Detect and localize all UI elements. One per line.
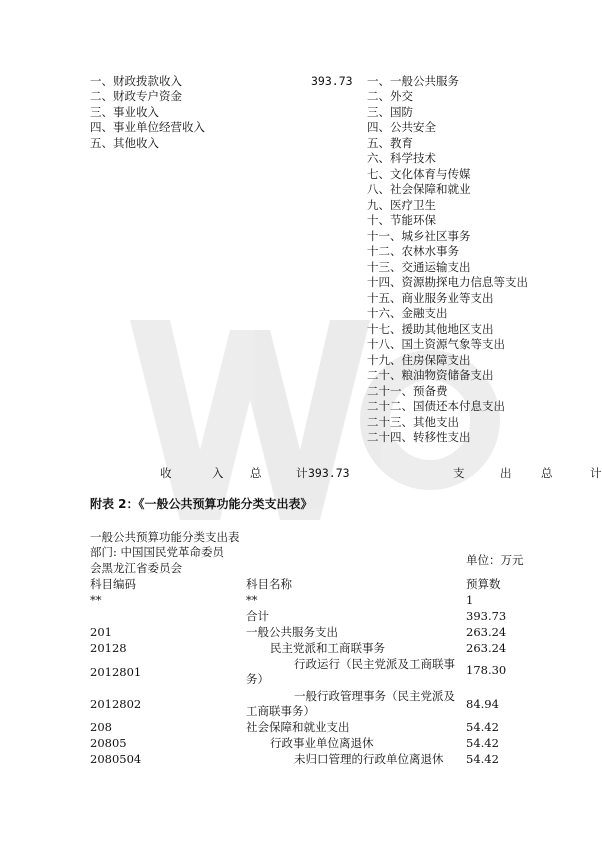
- expense-item: 十七、援助其他地区支出: [367, 322, 494, 336]
- expense-item: 十五、商业服务业等支出: [367, 291, 494, 305]
- income-total-char: 总: [250, 466, 262, 480]
- expense-item: 十六、金融支出: [367, 306, 448, 320]
- index-amount: 1: [466, 593, 474, 607]
- expense-item: 二十二、国债还本付息支出: [367, 399, 505, 413]
- header-name: 科目名称: [246, 577, 292, 591]
- expense-item: 一、一般公共服务: [367, 74, 459, 88]
- row-code: 20805: [90, 736, 127, 750]
- expense-item: 四、公共安全: [367, 120, 436, 134]
- income-item: 一、财政拨款收入: [90, 74, 182, 88]
- income-item: 四、事业单位经营收入: [90, 120, 205, 134]
- income-total-char: 计: [296, 466, 308, 480]
- row-name: 行政运行（民主党派及工商联事: [294, 657, 455, 671]
- table-title: 一般公共预算功能分类支出表: [90, 530, 240, 544]
- expense-item: 九、医疗卫生: [367, 198, 436, 212]
- row-code: 2012801: [90, 665, 142, 679]
- expense-item: 二十三、其他支出: [367, 415, 459, 429]
- row-amount: 178.30: [466, 663, 507, 677]
- income-item: 三、事业收入: [90, 105, 159, 119]
- row-name: 未归口管理的行政单位离退休: [294, 752, 444, 766]
- row-name: 民主党派和工商联事务: [270, 641, 385, 655]
- row-name-cont: 务）: [246, 672, 269, 686]
- row-name: 一般公共服务支出: [246, 625, 338, 639]
- expense-item: 二、外交: [367, 89, 413, 103]
- expense-item: 八、社会保障和就业: [367, 182, 471, 196]
- index-name: **: [246, 593, 258, 607]
- expense-item: 二十、粮油物资储备支出: [367, 368, 494, 382]
- income-total-char: 收: [160, 466, 172, 480]
- row-code: 201: [90, 625, 112, 639]
- row-name: 行政事业单位离退休: [270, 736, 374, 750]
- row-code: 2080504: [90, 752, 142, 766]
- expense-item: 十二、农林水事务: [367, 244, 459, 258]
- row-code: 2012802: [90, 697, 142, 711]
- expense-item: 六、科学技术: [367, 151, 436, 165]
- income-total-char: 入: [212, 466, 224, 480]
- expense-item: 二十四、转移性支出: [367, 430, 471, 444]
- header-amount: 预算数: [466, 577, 501, 591]
- expense-total-char: 总: [541, 466, 553, 480]
- expense-item: 三、国防: [367, 105, 413, 119]
- row-amount: 54.42: [466, 720, 499, 734]
- row-name: 社会保障和就业支出: [246, 720, 350, 734]
- expense-item: 十九、住房保障支出: [367, 353, 471, 367]
- appendix-title: 附表 2：《一般公共预算功能分类支出表》: [90, 497, 313, 511]
- expense-item: 十八、国土资源气象等支出: [367, 337, 505, 351]
- expense-total-char: 支: [453, 466, 465, 480]
- row-code: 208: [90, 720, 112, 734]
- income-total-value: 393.73: [308, 466, 350, 480]
- header-code: 科目编码: [90, 577, 136, 591]
- row-code: 20128: [90, 641, 127, 655]
- row-amount: 84.94: [466, 697, 499, 711]
- row-amount: 263.24: [466, 625, 507, 639]
- expense-total-char: 计: [590, 466, 602, 480]
- expense-item: 十、节能环保: [367, 213, 436, 227]
- unit-label: 单位：万元: [466, 553, 524, 567]
- expense-item: 十一、城乡社区事务: [367, 229, 471, 243]
- expense-item: 五、教育: [367, 136, 413, 150]
- expense-item: 七、文化体育与传媒: [367, 167, 471, 181]
- income-item: 五、其他收入: [90, 136, 159, 150]
- expense-item: 二十一、预备费: [367, 384, 448, 398]
- department-line: 会黑龙江省委员会: [90, 561, 182, 575]
- department-line: 部门: 中国国民党革命委员: [90, 545, 225, 559]
- row-amount: 263.24: [466, 641, 507, 655]
- income-amount: 393.73: [311, 74, 353, 88]
- row-name-cont: 工商联事务）: [246, 704, 315, 718]
- total-name: 合计: [246, 609, 269, 623]
- row-name: 一般行政管理事务（民主党派及: [294, 689, 455, 703]
- index-code: **: [90, 593, 102, 607]
- income-item: 二、财政专户资金: [90, 89, 182, 103]
- row-amount: 54.42: [466, 752, 499, 766]
- total-amount: 393.73: [466, 609, 507, 623]
- expense-item: 十四、资源勘探电力信息等支出: [367, 275, 528, 289]
- expense-total-char: 出: [500, 466, 512, 480]
- expense-item: 十三、交通运输支出: [367, 260, 471, 274]
- row-amount: 54.42: [466, 736, 499, 750]
